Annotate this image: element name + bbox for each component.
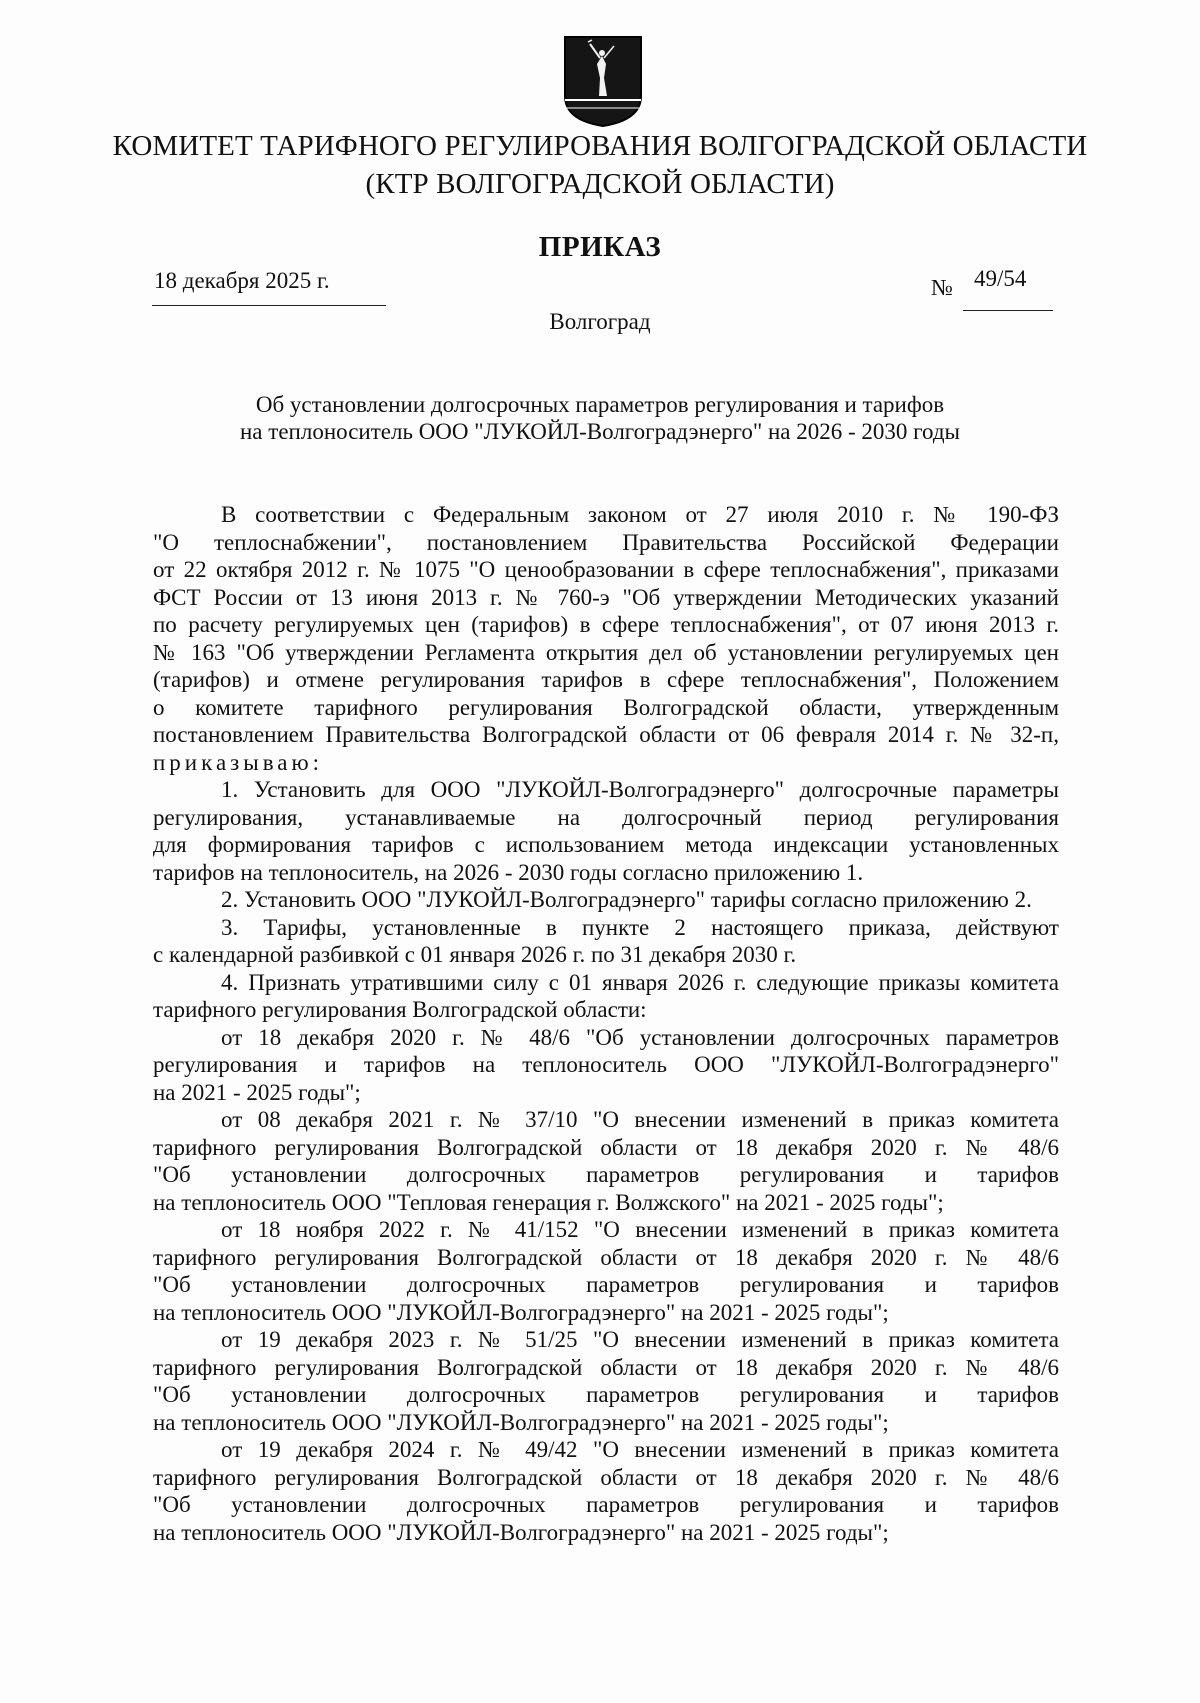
date-underline (152, 305, 386, 306)
document-subject (100, 391, 1100, 445)
body-line: тарифного регулирования Волгоградской области: (153, 997, 647, 1022)
body-line: приказываю: (153, 749, 324, 775)
body-line: на теплоноситель ООО "ЛУКОЙЛ-Волгоградэнерго" на 2021 - 2025 годы"; (153, 1299, 889, 1325)
number-sign: № (931, 275, 953, 300)
body-line: регулирования, устанавливаемые на долгосрочный период регулирования (153, 804, 1059, 830)
body-line: 3. Тарифы, установленные в пункте 2 настоящего приказа, действуют (221, 914, 1059, 940)
organization-name-line1: КОМИТЕТ ТАРИФНОГО РЕГУЛИРОВАНИЯ ВОЛГОГРАДСКОЙ ОБЛАСТИ (112, 130, 1088, 162)
body-line: по расчету регулируемых цен (тарифов) в сфере теплоснабжения", от 07 июня 2013 г. (153, 612, 1059, 637)
body-line: 4. Признать утратившими силу с 01 января 2026 г. следующие приказы комитета (221, 969, 1059, 995)
body-line: "Об установлении долгосрочных параметров регулирования и тарифов (153, 1272, 1059, 1297)
document-body (153, 501, 1059, 1546)
body-line: постановлением Правительства Волгоградской области от 06 февраля 2014 г. № 32-п, (153, 722, 1059, 747)
body-line: на теплоноситель ООО "ЛУКОЙЛ-Волгоградэнерго" на 2021 - 2025 годы"; (153, 1519, 889, 1545)
subject-line2: на теплоноситель ООО "ЛУКОЙЛ-Волгоградэнерго" на 2026 - 2030 годы (240, 419, 960, 444)
body-line: с календарной разбивкой с 01 января 2026 г. по 31 декабря 2030 г. (153, 942, 797, 967)
volgograd-coat-of-arms-icon (562, 34, 644, 128)
body-line: на теплоноситель ООО "Тепловая генерация г. Волжского" на 2021 - 2025 годы"; (153, 1189, 944, 1215)
document-number: 49/54 (974, 266, 1027, 291)
body-line: тарифного регулирования Волгоградской области от 18 декабря 2020 г. № 48/6 (153, 1244, 1059, 1270)
body-line: о комитете тарифного регулирования Волгоградской области, утвержденным (153, 694, 1059, 720)
body-line: тарифного регулирования Волгоградской области от 18 декабря 2020 г. № 48/6 (153, 1134, 1059, 1160)
body-line: тарифного регулирования Волгоградской области от 18 декабря 2020 г. № 48/6 (153, 1464, 1059, 1490)
body-line: "Об установлении долгосрочных параметров регулирования и тарифов (153, 1162, 1059, 1187)
body-line: 1. Установить для ООО "ЛУКОЙЛ-Волгоградэнерго" долгосрочные параметры (221, 777, 1059, 802)
body-line: от 22 октября 2012 г. № 1075 "О ценообразовании в сфере теплоснабжения", приказами (153, 557, 1059, 582)
body-line: от 19 декабря 2023 г. № 51/25 "О внесении изменений в приказ комитета (221, 1327, 1059, 1352)
body-line: от 18 ноября 2022 г. № 41/152 "О внесении изменений в приказ комитета (221, 1217, 1059, 1242)
body-line: "Об установлении долгосрочных параметров регулирования и тарифов (153, 1382, 1059, 1407)
document-city: Волгоград (549, 309, 651, 334)
body-line: регулирования и тарифов на теплоноситель ООО "ЛУКОЙЛ-Волгоградэнерго" (153, 1052, 1059, 1077)
body-line: "О теплоснабжении", постановлением Правительства Российской Федерации (153, 529, 1059, 555)
document-type: ПРИКАЗ (538, 231, 662, 263)
body-line: В соответствии с Федеральным законом от 27 июля 2010 г. № 190-ФЗ (221, 502, 1059, 527)
subject-line1: Об установлении долгосрочных параметров регулирования и тарифов (255, 392, 945, 417)
body-line: для формирования тарифов с использованием метода индексации установленных (153, 832, 1059, 857)
body-line: на теплоноситель ООО "ЛУКОЙЛ-Волгоградэнерго" на 2021 - 2025 годы"; (153, 1409, 889, 1435)
document-date: 18 декабря 2025 г. (154, 268, 330, 293)
body-line: тарифов на теплоноситель, на 2026 - 2030 годы согласно приложению 1. (153, 859, 864, 885)
body-line: № 163 "Об утверждении Регламента открытия дел об установлении регулируемых цен (153, 639, 1059, 665)
body-line: 2. Установить ООО "ЛУКОЙЛ-Волгоградэнерго" тарифы согласно приложению 2. (221, 887, 1032, 912)
body-line: от 08 декабря 2021 г. № 37/10 "О внесении изменений в приказ комитета (221, 1107, 1059, 1132)
body-line: "Об установлении долгосрочных параметров регулирования и тарифов (153, 1492, 1059, 1517)
body-line: (тарифов) и отмене регулирования тарифов в сфере теплоснабжения", Положением (153, 667, 1059, 692)
body-line: от 18 декабря 2020 г. № 48/6 "Об установлении долгосрочных параметров (221, 1024, 1059, 1050)
organization-name (100, 127, 1100, 203)
organization-name-line2: (КТР ВОЛГОГРАДСКОЙ ОБЛАСТИ) (365, 168, 835, 200)
body-line: ФСТ России от 13 июня 2013 г. № 760-э "Об утверждении Методических указаний (153, 584, 1059, 610)
body-line: на 2021 - 2025 годы"; (153, 1079, 361, 1105)
body-line: тарифного регулирования Волгоградской области от 18 декабря 2020 г. № 48/6 (153, 1354, 1059, 1380)
body-line: от 19 декабря 2024 г. № 49/42 "О внесении изменений в приказ комитета (221, 1437, 1059, 1462)
